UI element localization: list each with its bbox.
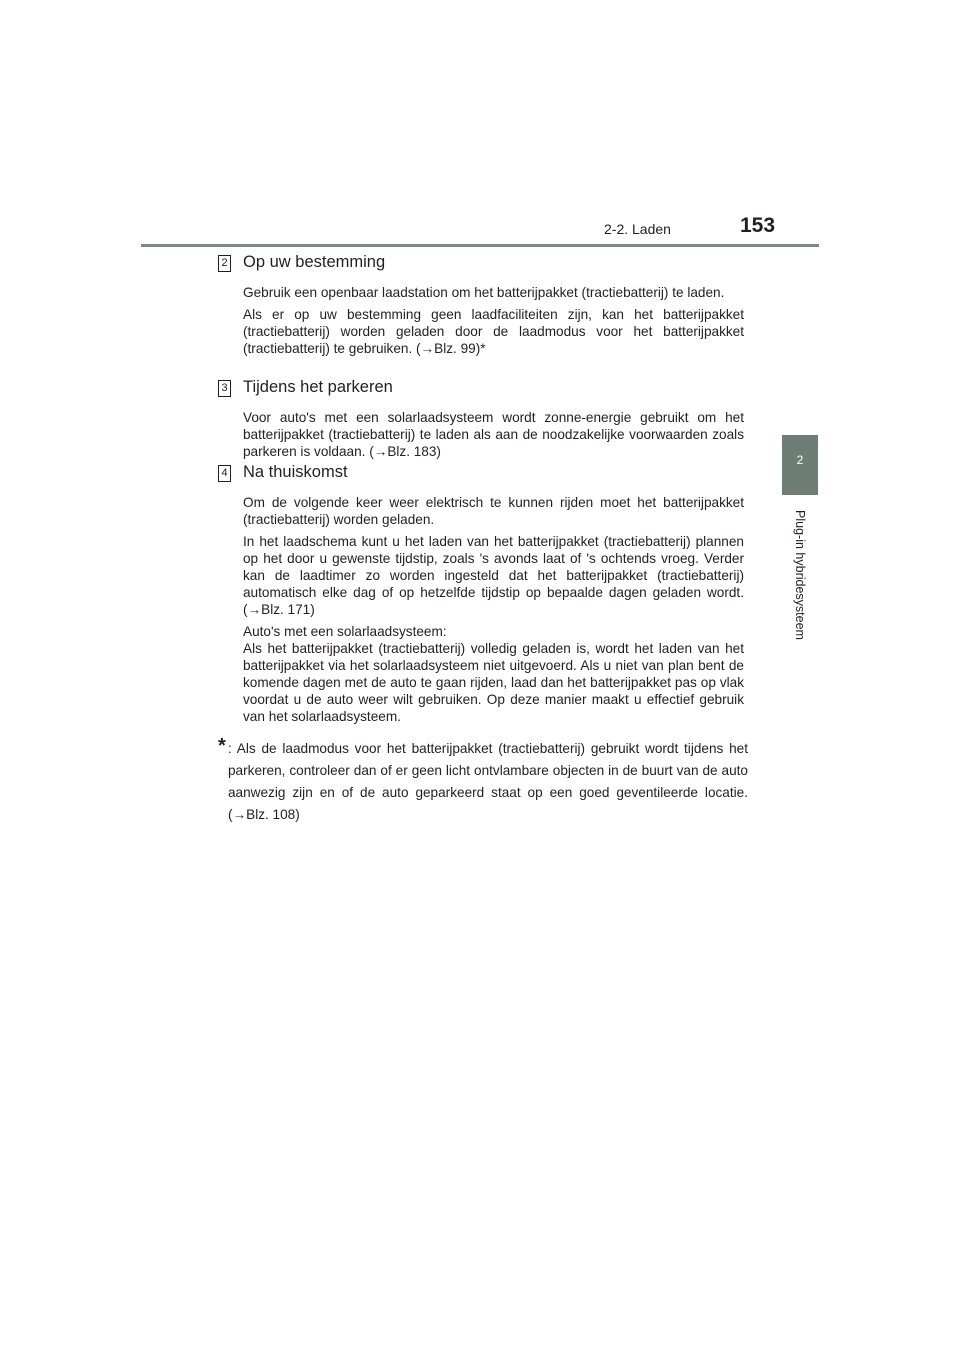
step-item-3	[218, 378, 748, 460]
chapter-label: Plug-in hybridesysteem	[793, 510, 807, 640]
step-item-4	[218, 463, 748, 725]
step-title: Na thuiskomst	[243, 463, 348, 481]
paragraph: Als er op uw bestemming geen laadfaciliteiten zijn, kan het batterijpakket (tractiebatterij) worden geladen door de laadmodus voor het batterijpakket (tractiebatterij) te gebruiken. (→Blz. 99)*	[243, 307, 744, 356]
step-item-2	[218, 253, 748, 357]
footnote-marker: *	[218, 735, 226, 757]
paragraph: Auto's met een solarlaadsysteem:	[243, 624, 447, 639]
step-number-badge: 2	[218, 255, 231, 272]
paragraph: Als het batterijpakket (tractiebatterij) volledig geladen is, wordt het laden van het batterijpakket via het solarlaadsysteem niet uitgevoerd. Als u niet van plan bent de komende dagen met de auto te gaan rijden, laad dan het batterijpakket pas op vlak voordat u de auto weer wilt gebruiken. Op deze manier maakt u effectief gebruik van het solarlaadsysteem.	[243, 641, 744, 724]
footnote	[218, 735, 748, 826]
step-title: Tijdens het parkeren	[243, 378, 393, 396]
paragraph: Om de volgende keer weer elektrisch te kunnen rijden moet het batterijpakket (tractiebatterij) worden geladen.	[243, 495, 744, 527]
chapter-number: 2	[796, 453, 804, 467]
footnote-text: : Als de laadmodus voor het batterijpakket (tractiebatterij) gebruikt wordt tijdens het parkeren, controleer dan of er geen licht ontvlambare objecten in de buurt van de auto aanwezig zijn en of de auto geparkeerd staat op een goed geventileerde locatie. (→Blz. 108)	[228, 741, 748, 822]
paragraph: Gebruik een openbaar laadstation om het batterijpakket (tractiebatterij) te laden.	[243, 285, 725, 300]
paragraph: In het laadschema kunt u het laden van het batterijpakket (tractiebatterij) plannen op het door u gewenste tijdstip, zoals 's avonds laat of 's ochtends vroeg. Verder kan de laadtimer zo worden ingesteld dat het batterijpakket (tractiebatterij) automatisch elke dag of op hetzelfde tijdstip op bepaalde dagen geladen wordt. (→Blz. 171)	[243, 534, 744, 617]
step-number-badge: 3	[218, 380, 231, 397]
header-divider	[141, 244, 819, 247]
page-number: 153	[740, 214, 776, 237]
chapter-tab	[782, 435, 818, 495]
section-title: 2-2. Laden	[604, 221, 671, 237]
step-title: Op uw bestemming	[243, 253, 386, 271]
step-number-badge: 4	[218, 465, 231, 482]
paragraph: Voor auto's met een solarlaadsysteem wordt zonne-energie gebruikt om het batterijpakket (tractiebatterij) te laden als aan de noodzakelijke voorwaarden zoals parkeren is voldaan. (→Blz. 183)	[243, 410, 744, 459]
